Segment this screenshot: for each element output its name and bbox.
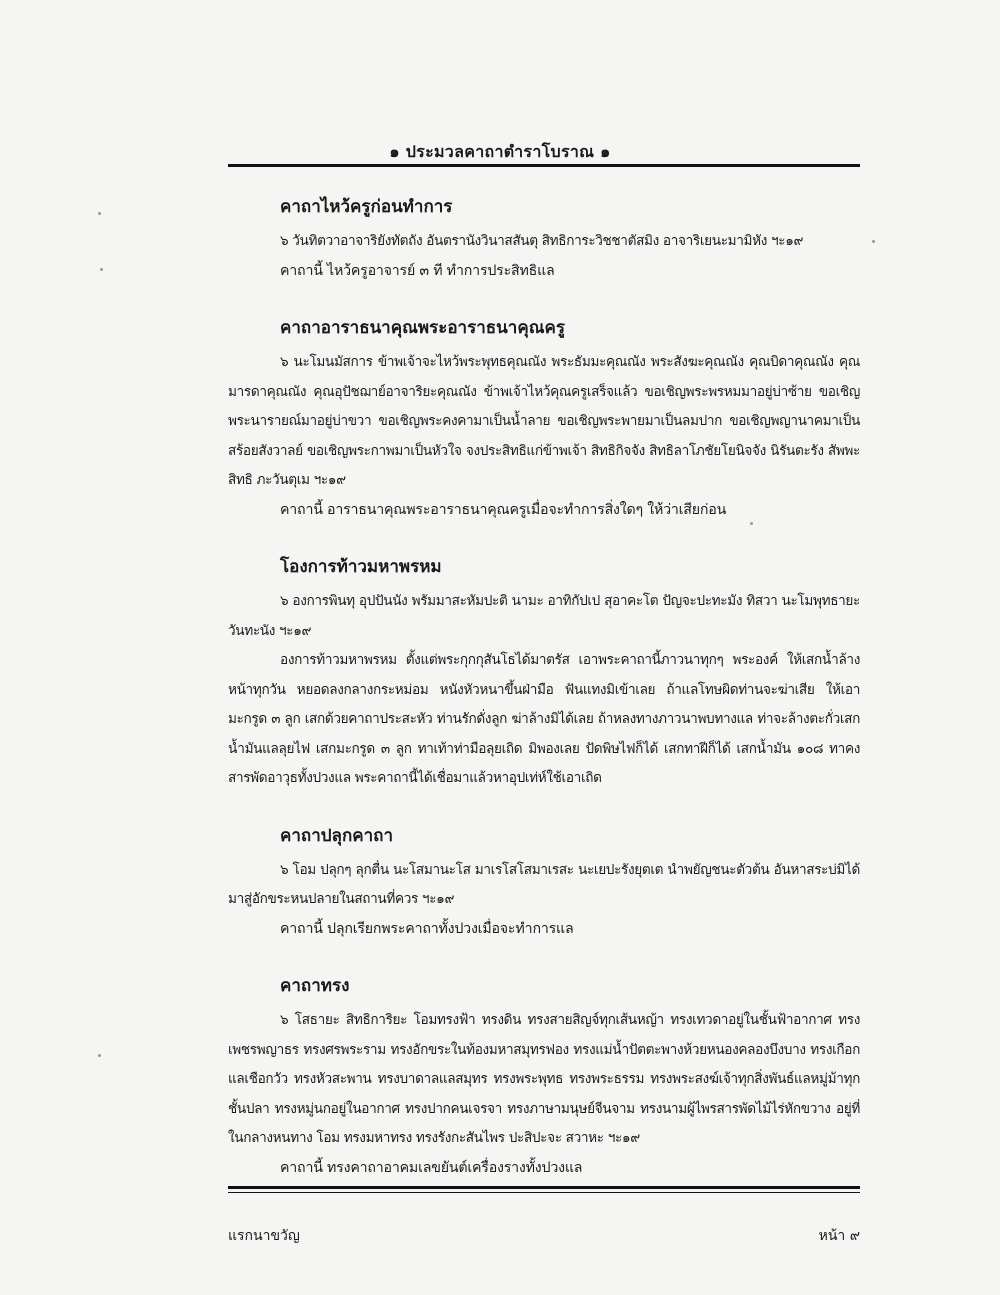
section-pluk-khatha (228, 822, 860, 945)
page-header-title: ๑ ประมวลคาถาตำราโบราณ ๑ (389, 142, 611, 161)
explanation-paragraph: คาถานี้ อาราธนาคุณพระอาราธนาคุณครูเมื่อจะทำการสิ่งใดๆ ให้ว่าเสียก่อน (280, 501, 727, 518)
explanation-paragraph: คาถานี้ ปลุกเรียกพระคาถาทั้งปวงเมื่อจะทำการแล (280, 920, 574, 937)
incantation-paragraph: ๖ วันทิตวาอาจาริยังทัตถัง อันตรานังวินาสสันตุ สิทธิการะวิชชาตัสมิง อาจาริเยนะมามิหัง ฯะ๑๙ (280, 233, 804, 249)
section-khatha-song (228, 972, 860, 1183)
section-title: คาถาทรง (280, 976, 350, 996)
scan-speck (98, 212, 101, 215)
scan-speck (750, 522, 753, 525)
incantation-paragraph: ๖ องการพินทุ อุปปันนัง พรัมมาสะหัมปะติ นามะ อาทิกัปเป สุอาคะโต ปัญจะปะทะมัง ทิสวา นะโมพุทธายะ วันทะนัง ฯะ๑๙ (228, 593, 860, 639)
section-title: โองการท้าวมหาพรหม (280, 557, 442, 577)
section-aratana-khun (228, 314, 860, 525)
section-wai-khru (228, 193, 860, 286)
scan-speck (98, 1054, 101, 1057)
scan-speck (100, 268, 103, 271)
header-rule (228, 164, 860, 167)
explanation-paragraph: องการท้าวมหาพรหม ตั้งแต่พระกุกกุสันโธได้มาตรัส เอาพระคาถานี้ภาวนาทุกๆ พระองค์ ให้เสกน้ำล้างหน้าทุกวัน หยอดลงกลางกระหม่อม หนังหัวหนาขึ้นฝ่ามือ ฟันแทงมิเข้าเลย ถ้าแลโทษผิดท่านจะฆ่าเสีย ให้เอามะกรูด ๓ ลูก เสกด้วยคาถาประสะหัว ท่านรักดั่งลูก ฆ่าล้างมิได้เลย ถ้าหลงทางภาวนาพบทางแล ท่าจะล้างตะกั่วเสกน้ำมันแลลุยไฟ เสกมะกรูด ๓ ลูก ทาเท้าท่ามือลุยเถิด มิพองเลย ปัดพิษไฟก็ได้ เสกทาฝีก็ได้ เสกน้ำมัน ๑๐๘ ทาคงสารพัดอาวุธทั้งปวงแล พระคาถานี้ได้เชื่อมาแล้วหาอุปเท่ห์ใช้เอาเถิด (228, 652, 860, 786)
explanation-paragraph: คาถานี้ ทรงคาถาอาคมเลขยันต์เครื่องรางทั้งปวงแล (280, 1159, 583, 1176)
footer-book-title: แรกนาขวัญ (228, 1228, 300, 1244)
incantation-paragraph: ๖ นะโมนมัสการ ข้าพเจ้าจะไหว้พระพุทธคุณณัง พระธัมมะคุณณัง พระสังฆะคุณณัง คุณบิดาคุณณัง คุณมารดาคุณณัง คุณอุปัชฌาย์อาจาริยะคุณณัง ข้าพเจ้าไหว้คุณครูเสร็จแล้ว ขอเชิญพระพรหมมาอยู่บ่าซ้าย ขอเชิญพระนารายณ์มาอยู่บ่าขวา ขอเชิญพระคงคามาเป็นน้ำลาย ขอเชิญพระพายมาเป็นลมปาก ขอเชิญพญานาคมาเป็นสร้อยสังวาลย์ ขอเชิญพระกาพมาเป็นหัวใจ จงประสิทธิแก่ข้าพเจ้า สิทธิกิจจัง สิทธิลาโภชัยโยนิจจัง นิรันตะรัง สัพพะสิทธิ ภะวันตุเม ฯะ๑๙ (228, 354, 860, 488)
footer-rule-thick (228, 1186, 860, 1189)
explanation-paragraph: คาถานี้ ไหว้ครูอาจารย์ ๓ ที ทำการประสิทธิแล (280, 262, 555, 279)
footer-rule-thin (228, 1192, 860, 1193)
incantation-paragraph: ๖ โอม ปลุกๆ ลุกตื่น นะโสมานะโส มาเรโสโสมาเรสะ นะเยปะรังยุตเต นำพยัญชนะตัวต้น อันหาสระบ่มิได้ มาสู่อักขระหนปลายในสถานที่ควร ฯะ๑๙ (228, 861, 860, 907)
footer-page-number: หน้า ๙ (818, 1228, 860, 1244)
scan-speck (872, 240, 875, 243)
section-title: คาถาอาราธนาคุณพระอาราธนาคุณครู (280, 318, 565, 338)
section-ongkan-thao-maha-phrom (228, 553, 860, 794)
incantation-paragraph: ๖ โสธายะ สิทธิการิยะ โอมทรงฟ้า ทรงดิน ทรงสายสิญจ์ทุกเส้นหญ้า ทรงเทวดาอยู่ในชั้นฟ้าอากาศ ทรงเพชรพญาธร ทรงศรพระราม ทรงอักขระในท้องมหาสมุทรฟอง ทรงแม่น้ำปัตตะพางห้วยหนองคลองบึงบาง ทรงเกือกแลเชือกวัว ทรงหัวสะพาน ทรงบาดาลแลสมุทร ทรงพระพุทธ ทรงพระธรรม ทรงพระสงฆ์เจ้าทุกสิ่งพันธ์แลหมู่ม้าทุกชั้นปลา ทรงหมู่นกอยู่ในอากาศ ทรงปากคนเจรจา ทรงภาษามนุษย์จีนจาม ทรงนามผู้ไพรสารพัดไม้ไร่หักขวาง อยู่ที่ในกลางหนทาง โอม ทรงมหาทรง ทรงรังกะสันไพร ปะสิปะจะ สวาหะ ฯะ๑๙ (228, 1012, 860, 1146)
section-title: คาถาปลุกคาถา (280, 825, 394, 846)
document-body (228, 193, 860, 1211)
section-title: คาถาไหว้ครูก่อนทำการ (280, 197, 453, 217)
